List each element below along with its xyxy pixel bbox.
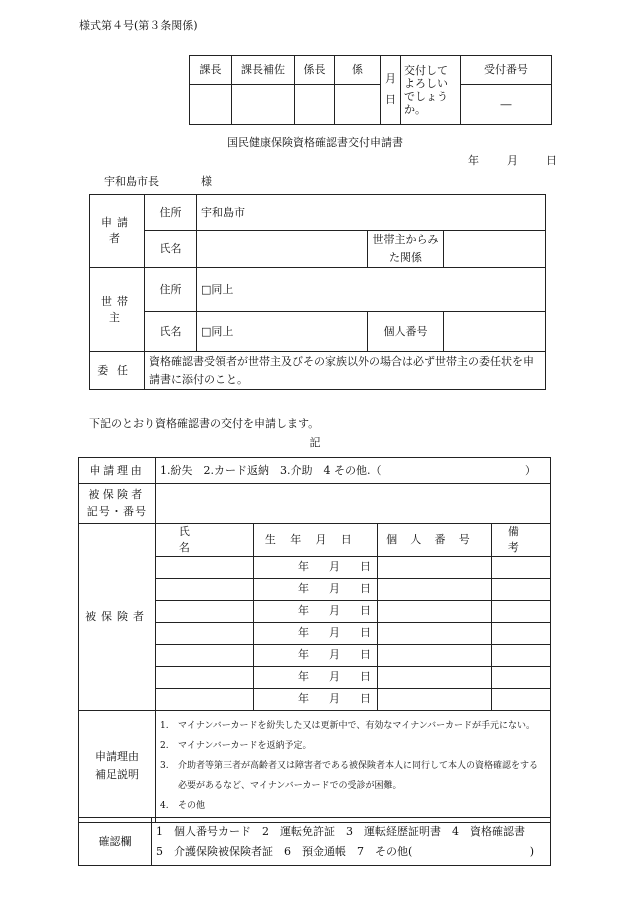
explanation-item-number: 2.: [160, 741, 169, 752]
insured-remarks-field[interactable]: [492, 556, 551, 578]
explanation-cell: [156, 710, 551, 822]
reason-label: 申請理由: [79, 458, 156, 484]
issue-question: 交付してよろしいでしょうか。: [401, 56, 461, 125]
date-month-label: 月: [507, 154, 518, 167]
reason-close: ）: [525, 463, 537, 477]
confirm-line2[interactable]: 5 介護保険被保険者証 6 預金通帳 7 その他(: [156, 844, 413, 858]
applicant-address-label: 住所: [145, 195, 197, 231]
insured-name-field[interactable]: [156, 556, 254, 578]
insured-symbol-label-line1: 被保険者: [88, 488, 146, 501]
birth-year-label: 年: [298, 692, 309, 706]
explanation-item: [160, 716, 546, 736]
insured-remarks-field[interactable]: [492, 578, 551, 600]
insured-birth-field[interactable]: [254, 688, 378, 710]
insured-remarks-field[interactable]: [492, 600, 551, 622]
birth-year-label: 年: [298, 604, 309, 618]
receipt-number-label: 受付番号: [461, 56, 552, 85]
ki-heading: 記: [309, 436, 321, 449]
householder-address-value[interactable]: □同上: [197, 268, 546, 312]
confirm-table: [78, 817, 551, 866]
insured-header-mynumber: 個人番号: [378, 524, 492, 557]
addressee-name: 宇和島市長: [104, 175, 159, 188]
birth-day-label: 日: [360, 626, 371, 640]
approval-header-kacho-hosa: 課長補佐: [232, 56, 295, 85]
insured-mynumber-field[interactable]: [378, 578, 492, 600]
applicant-name-field[interactable]: [197, 231, 368, 268]
insured-mynumber-field[interactable]: [378, 556, 492, 578]
confirm-line1[interactable]: 1 個人番号カード 2 運転免許証 3 運転経歴証明書 4 資格確認書: [156, 824, 525, 838]
birth-month-label: 月: [329, 626, 340, 640]
insured-remarks-field[interactable]: [492, 644, 551, 666]
insured-label: 被保険者: [79, 524, 156, 711]
insured-name-field[interactable]: [156, 688, 254, 710]
insured-header-birth: 生年月日: [254, 524, 378, 557]
insured-symbol-label-line2: 記号・番号: [86, 504, 148, 518]
insured-header-remarks: 備考: [492, 524, 551, 557]
application-date: [440, 152, 557, 168]
explanation-item-number: 4.: [160, 801, 169, 812]
birth-month-label: 月: [329, 560, 340, 574]
birth-year-label: 年: [298, 626, 309, 640]
birth-year-label: 年: [298, 648, 309, 662]
confirm-label: 確認欄: [79, 818, 152, 866]
birth-day-label: 日: [360, 560, 371, 574]
insured-remarks-field[interactable]: [492, 666, 551, 688]
householder-name-value[interactable]: □同上: [197, 312, 368, 352]
birth-year-label: 年: [298, 560, 309, 574]
approval-header-kakaricho: 係長: [295, 56, 335, 85]
addressee-honorific: 様: [201, 175, 212, 188]
explanation-item-number: 1.: [160, 721, 169, 732]
insured-symbol-field[interactable]: [156, 484, 551, 524]
birth-year-label: 年: [298, 670, 309, 684]
insured-remarks-field[interactable]: [492, 688, 551, 710]
insured-rows: [79, 524, 551, 711]
explanation-item-text: その他: [178, 801, 206, 812]
applicant-label: 申請者: [90, 195, 145, 268]
confirm-options-cell: [152, 818, 551, 866]
relation-field[interactable]: [444, 231, 546, 268]
approval-header-kakari: 係: [335, 56, 381, 85]
stamp-cell-kakaricho: [295, 85, 335, 125]
insured-birth-field[interactable]: [254, 644, 378, 666]
birth-year-label: 年: [298, 582, 309, 596]
insured-mynumber-field[interactable]: [378, 600, 492, 622]
stamp-cell-kakari: [335, 85, 381, 125]
birth-day-label: 日: [360, 648, 371, 662]
reason-options-cell: [156, 458, 551, 484]
birth-day-label: 日: [360, 692, 371, 706]
insured-remarks-field[interactable]: [492, 622, 551, 644]
explanation-item-text: マイナンバーカードを返納予定。: [178, 741, 312, 752]
explanation-item-text: 介助者等第三者が高齢者又は障害者である被保険者本人に同行して本人の資格確認をする必要があるなど、マイナンバーカードでの受診が困難。: [178, 761, 539, 792]
householder-label: 世帯主: [90, 268, 145, 352]
insured-name-field[interactable]: [156, 578, 254, 600]
explanation-label-line2: 補足説明: [95, 768, 139, 782]
insured-mynumber-field[interactable]: [378, 644, 492, 666]
confirm-close: ): [529, 844, 534, 858]
form-number: 様式第４号(第３条関係): [79, 19, 198, 32]
applicant-name-label: 氏名: [145, 231, 197, 268]
insured-name-field[interactable]: [156, 644, 254, 666]
insured-birth-field[interactable]: [254, 622, 378, 644]
insured-symbol-label-cell: [79, 484, 156, 524]
insured-mynumber-field[interactable]: [378, 688, 492, 710]
explanation-item-text: マイナンバーカードを紛失した又は更新中で、有効なマイナンバーカードが手元にない。: [178, 721, 535, 732]
householder-address-label: 住所: [145, 268, 197, 312]
birth-day-label: 日: [360, 582, 371, 596]
birth-month-label: 月: [329, 648, 340, 662]
stamp-cell-kacho: [190, 85, 232, 125]
insured-birth-field[interactable]: [254, 556, 378, 578]
explanation-item: [160, 796, 546, 816]
birth-month-label: 月: [329, 670, 340, 684]
insured-header-row: [79, 524, 551, 557]
applicant-table: [89, 194, 546, 390]
request-statement: 下記のとおり資格確認書の交付を申請します。: [89, 417, 320, 430]
birth-month-label: 月: [329, 604, 340, 618]
stamp-cell-kacho-hosa: [232, 85, 295, 125]
insured-name-field[interactable]: [156, 600, 254, 622]
date-day-label: 日: [546, 154, 557, 167]
approval-date-month: 月: [385, 72, 396, 86]
explanation-label-cell: [79, 710, 156, 822]
householder-name-label: 氏名: [145, 312, 197, 352]
mynumber-label: 個人番号: [368, 312, 444, 352]
relation-label: 世帯主からみた関係: [368, 231, 444, 268]
insured-mynumber-field[interactable]: [378, 622, 492, 644]
addressee: [104, 173, 212, 189]
insured-birth-field[interactable]: [254, 578, 378, 600]
explanation-item-number: 3.: [160, 761, 169, 772]
explanation-item: [160, 736, 546, 756]
approval-header-kacho: 課長: [190, 56, 232, 85]
insured-birth-field[interactable]: [254, 600, 378, 622]
birth-month-label: 月: [329, 582, 340, 596]
delegation-label: 委任: [90, 352, 145, 390]
approval-date-cell: [381, 56, 401, 125]
explanation-label-line1: 申請理由: [95, 749, 139, 763]
birth-day-label: 日: [360, 670, 371, 684]
delegation-text: 資格確認書受領者が世帯主及びその家族以外の場合は必ず世帯主の委任状を申請書に添付のこと。: [145, 352, 546, 390]
date-year-label: 年: [468, 154, 479, 167]
receipt-number-value: ―: [461, 85, 552, 125]
approval-table: [189, 55, 552, 125]
approval-date-day: 日: [385, 93, 396, 106]
mynumber-field[interactable]: [444, 312, 546, 352]
insured-mynumber-field[interactable]: [378, 666, 492, 688]
insured-birth-field[interactable]: [254, 666, 378, 688]
reason-options[interactable]: 1.紛失 2.カード返納 3.介助 4 その他.（: [160, 463, 382, 477]
birth-day-label: 日: [360, 604, 371, 618]
document-title: 国民健康保険資格確認書交付申請書: [227, 136, 403, 149]
insured-name-field[interactable]: [156, 622, 254, 644]
insured-name-field[interactable]: [156, 666, 254, 688]
applicant-address-value[interactable]: 宇和島市: [197, 195, 546, 231]
insured-header-name: 氏名: [156, 524, 254, 557]
details-table: [78, 457, 551, 823]
explanation-item: [160, 756, 546, 796]
birth-month-label: 月: [329, 692, 340, 706]
explanation-list: [160, 716, 546, 816]
